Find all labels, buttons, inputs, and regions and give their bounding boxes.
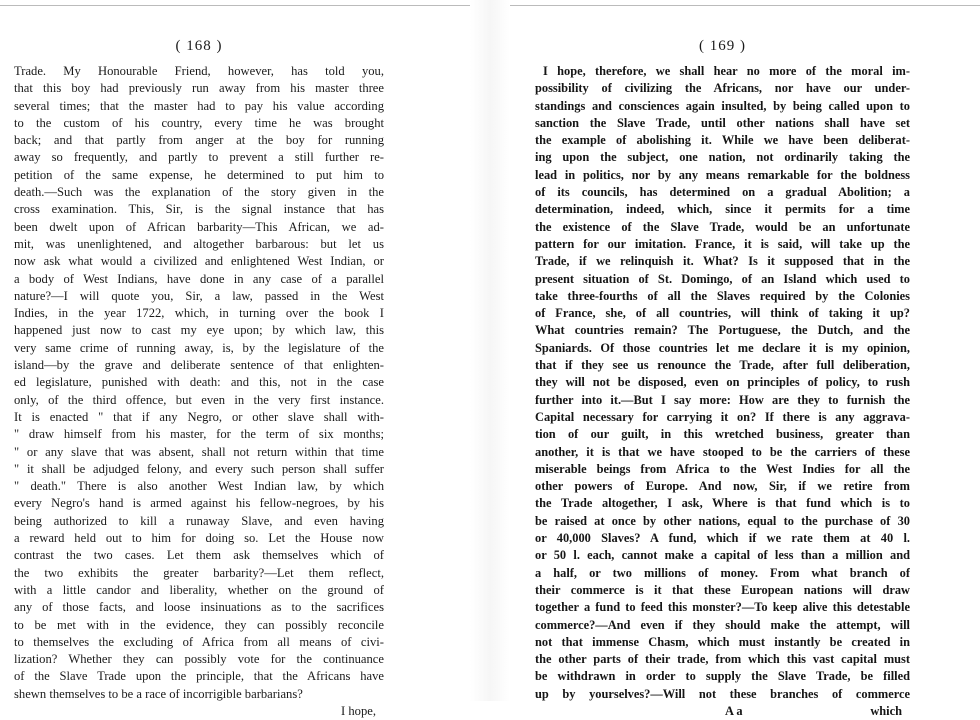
text-line: be withdrawn in order to supply the Slave Trade, be filled bbox=[535, 669, 910, 684]
text-line: or 40,000 Slaves? A fund, which if we rate them at 40 l. bbox=[535, 531, 910, 546]
text-line: several times; that the master had to pay his value according bbox=[14, 98, 384, 113]
page-text bbox=[14, 63, 384, 720]
text-line: the two exhibits the greater barbarity?—Let them reflect, bbox=[14, 565, 384, 580]
text-line: being authorized to kill a runaway Slave, and even having bbox=[14, 513, 384, 528]
text-line: I hope, therefore, we shall hear no more of the moral im- bbox=[543, 64, 910, 78]
text-line: a reward held out to him for doing so. Let the House now bbox=[14, 531, 384, 546]
text-line: their commerce is it that these European nations will draw bbox=[535, 582, 910, 597]
text-line: pattern for our imitation. France, it is said, will take up the bbox=[535, 236, 910, 251]
text-line: away so frequently, and partly to prevent a still further re- bbox=[14, 150, 384, 165]
text-line: possibility of civilizing the Africans, nor have our under- bbox=[535, 81, 910, 96]
text-line: a half, or two millions of money. From what branch of bbox=[535, 565, 910, 580]
text-line: nature?—I will quote you, Sir, a law, passed in the West bbox=[14, 288, 384, 303]
text-line: Trade, if we relinquish it. What? Is it supposed that in the bbox=[535, 254, 910, 269]
text-line: together a fund to feed this monster?—To keep alive this detestable bbox=[535, 600, 910, 615]
text-line: of France, she, of all countries, will think of taking it up? bbox=[535, 306, 910, 321]
text-line: to the custom of his country, every time he was brought bbox=[14, 115, 384, 130]
text-line: ed legislature, punished with death: and this, not in the case bbox=[14, 375, 384, 390]
text-line: death.—Such was the explanation of the story given in the bbox=[14, 185, 384, 200]
text-line: the example of abolishing it. While we have been deliberat- bbox=[535, 133, 910, 148]
catchword: which bbox=[870, 703, 902, 718]
text-line: commerce?—And even if they should make the attempt, will bbox=[535, 617, 910, 632]
text-line: be raised at once by other nations, equal to the purchase of 30 bbox=[535, 513, 910, 528]
page-number: ( 169 ) bbox=[699, 38, 746, 54]
text-line: " death." There is also another West Indian law, by which bbox=[14, 479, 384, 494]
text-line: mit, was unenlightened, and altogether barbarous: but let us bbox=[14, 236, 384, 251]
text-line: back; and that partly from anger at the boy for running bbox=[14, 133, 384, 148]
text-line: only, of the third offence, but even in the very first instance. bbox=[14, 392, 384, 407]
text-line: ing upon the subject, one nation, not ordinarily taking the bbox=[535, 150, 910, 165]
text-line: Capital necessary for carrying it on? If there is any aggrava- bbox=[535, 409, 910, 424]
text-line: " draw himself from his master, for the term of six months; bbox=[14, 427, 384, 442]
text-line: " it shall be adjudged felony, and every such person shall suffer bbox=[14, 461, 384, 476]
page-number: ( 168 ) bbox=[175, 38, 223, 54]
text-line: lead in politics, nor by any means remarkable for the boldness bbox=[535, 167, 910, 182]
text-line: sanction the Slave Trade, until other nations shall have set bbox=[535, 115, 910, 130]
text-line: they will not be disposed, even on principles of policy, to rush bbox=[535, 375, 910, 390]
text-line: Indies, in the year 1722, which, in turning over the book I bbox=[14, 306, 384, 321]
text-line: not that immense Chasm, which must instantly be created in bbox=[535, 634, 910, 649]
text-line: to be met with in the evidence, they can possibly reconcile bbox=[14, 617, 384, 632]
text-line: any of those facts, and loose insinuations as to the sacrifices bbox=[14, 600, 384, 615]
right-page bbox=[535, 0, 910, 718]
text-line: miserable beings from Africa to the West Indies for all the bbox=[535, 461, 910, 476]
text-line: shewn themselves to be a race of incorrigible barbarians? bbox=[14, 686, 303, 701]
text-line: or 50 l. each, cannot make a capital of less than a million and bbox=[535, 548, 910, 563]
text-line: the other parts of their trade, from which this vast capital must bbox=[535, 652, 910, 667]
text-line: It is enacted " that if any Negro, or other slave shall with- bbox=[14, 409, 384, 424]
book-gutter bbox=[470, 0, 510, 701]
text-line: with a little candor and liberality, whether on the ground of bbox=[14, 582, 384, 597]
text-line: now ask what would a civilized and enlightened West Indian, or bbox=[14, 254, 384, 269]
text-line: up by yourselves?—Will not these branches of commerce bbox=[535, 686, 910, 701]
text-line: that this boy had previously run away from his master three bbox=[14, 81, 384, 96]
text-line: Trade. My Honourable Friend, however, has told you, bbox=[14, 64, 384, 78]
text-line: lization? Whether they can possibly vote for the continuance bbox=[14, 652, 384, 667]
text-line: other powers of Europe. And now, Sir, if we retire from bbox=[535, 479, 910, 494]
text-line: happened just now to cast my eye upon; by which law, this bbox=[14, 323, 384, 338]
left-page bbox=[14, 0, 384, 718]
text-line: further into it.—But I say more: How are they to furnish the bbox=[535, 392, 910, 407]
text-line: Spaniards. Of those countries let me declare it is my opinion, bbox=[535, 340, 910, 355]
text-line: contrast the two cases. Let them ask themselves which of bbox=[14, 548, 384, 563]
text-line: " or any slave that was absent, shall not return within that time bbox=[14, 444, 384, 459]
text-line: present situation of St. Domingo, of an Island which used to bbox=[535, 271, 910, 286]
text-line: that if they see us renounce the Trade, after full deliberation, bbox=[535, 358, 910, 373]
page-footer bbox=[535, 703, 910, 720]
text-line: cross examination. This, Sir, is the signal instance that has bbox=[14, 202, 384, 217]
text-line: of the Slave Trade upon the principle, that the Africans have bbox=[14, 669, 384, 684]
signature-mark: A a bbox=[725, 703, 743, 718]
catchword: I hope, bbox=[341, 703, 376, 718]
text-line: very same crime of running away, is, by the legislature of the bbox=[14, 340, 384, 355]
text-line: determination, indeed, which, since it permits for a time bbox=[535, 202, 910, 217]
text-line: every Negro's hand is armed against his fellow-negroes, by his bbox=[14, 496, 384, 511]
text-line: petition of the same expense, he determined to put him to bbox=[14, 167, 384, 182]
text-line: another, it is that we have stooped to be the carriers of these bbox=[535, 444, 910, 459]
text-line: the Trade altogether, I ask, Where is that fund which is to bbox=[535, 496, 910, 511]
page-text bbox=[535, 63, 910, 720]
text-line: take three-fourths of all the Slaves required by the Colonies bbox=[535, 288, 910, 303]
text-line: been dwelt upon of African barbarity—This African, we ad- bbox=[14, 219, 384, 234]
text-line: of its councils, has determined on a gradual Abolition; a bbox=[535, 185, 910, 200]
text-line: What countries remain? The Portuguese, the Dutch, and the bbox=[535, 323, 910, 338]
text-line: a body of West Indians, have done in any case of a parallel bbox=[14, 271, 384, 286]
text-line: to themselves the excluding of Africa from all means of civi- bbox=[14, 634, 384, 649]
text-line: standings and consciences again insulted, by being called upon to bbox=[535, 98, 910, 113]
text-line: island—by the grave and deliberate sentence of that enlighten- bbox=[14, 358, 384, 373]
text-line: the existence of the Slave Trade, would be an unfortunate bbox=[535, 219, 910, 234]
text-line: tion of our guilt, in this wretched business, greater than bbox=[535, 427, 910, 442]
